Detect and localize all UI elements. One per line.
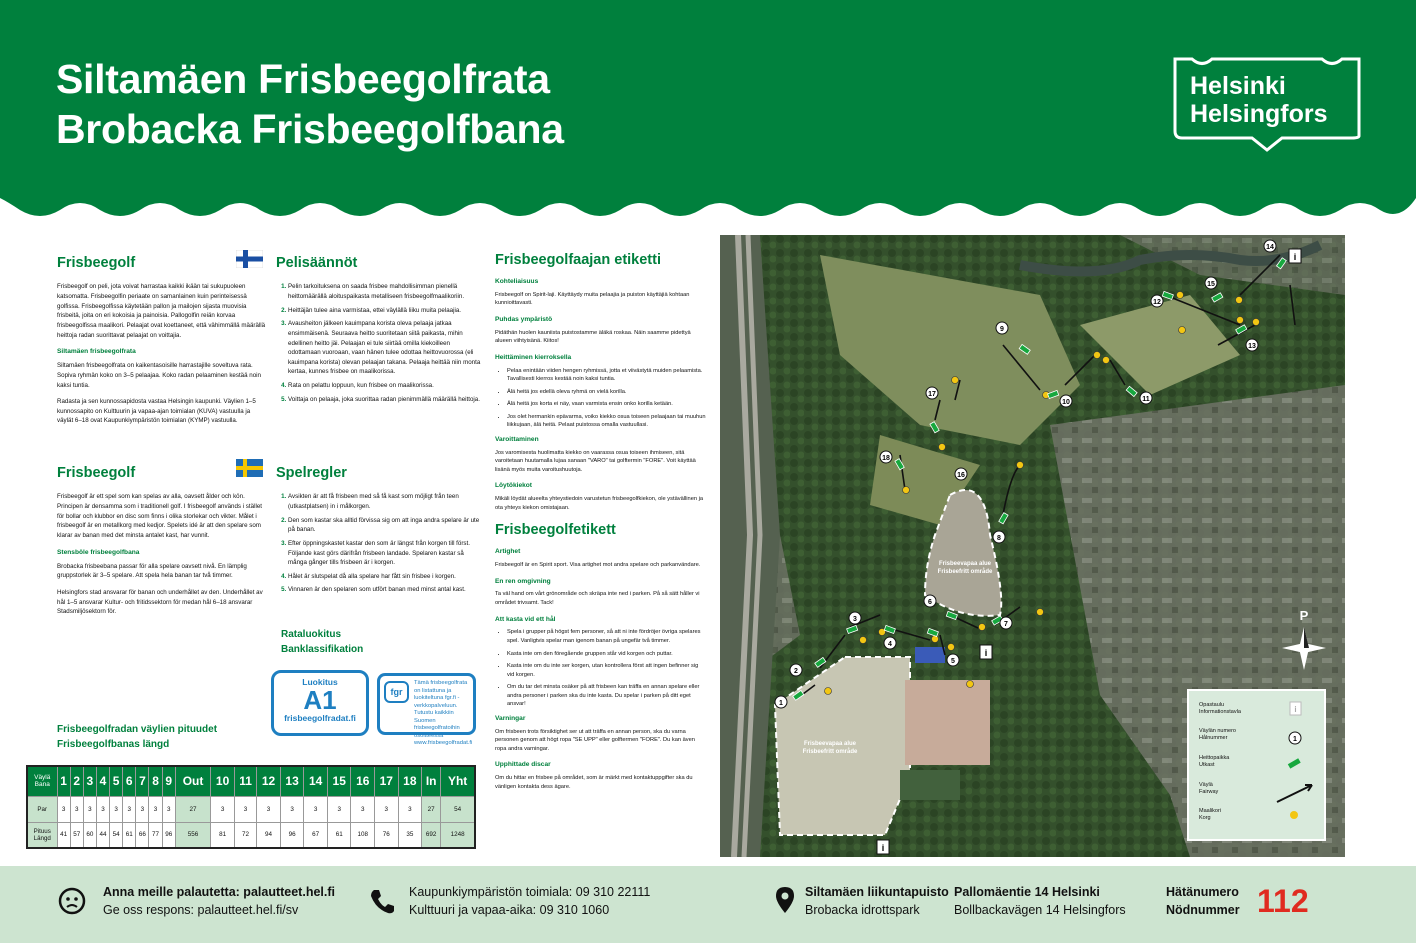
- scorecard-length-cell: 96: [280, 822, 304, 848]
- svg-text:16: 16: [957, 472, 965, 479]
- scorecard-length-cell: 1248: [441, 822, 475, 848]
- legend-number-fi: Väylän numero: [1199, 728, 1236, 734]
- map-legend: [1188, 690, 1325, 840]
- text-ren: Ta väl hand om vårt grönområde och skräpa inte ned i parken. På så sätt håller vi området trivsamt. Tack!: [495, 591, 700, 607]
- fgr-info-box: [377, 673, 476, 747]
- text-intro-fi: Frisbeegolf on peli, jota voivat harrastaa kaikki ikään tai sukupuoleen katsomatta. Frisbeegolfin periaate on samanlainen kuin perinteisessä golfissa. Frisbeegolfissa käytetään pallon ja mailojen sijasta muovisia frisbeitä, joita on eri kokoisia ja painoisia. Pallogolfin reiän korvaa frisbeegolfissa maalikori. Pelaajat ovat koettaneet, että vähimmällä määrällä heittoja radan suorittavat pelaajat on voittajia.: [57, 283, 266, 339]
- column-frisbeegolf-sv: [57, 462, 267, 624]
- svg-text:5: 5: [951, 658, 955, 665]
- sub-clean: Puhdas ympäristö: [495, 315, 553, 323]
- scorecard-length-cell: 94: [257, 822, 281, 848]
- scorecard-par-cell: 3: [375, 796, 399, 822]
- badge-grade: A1: [303, 685, 337, 715]
- scorecard-length-cell: 556: [175, 822, 211, 848]
- scorecard-hole-header: 2: [70, 766, 83, 796]
- scorecard-par-cell: 3: [123, 796, 136, 822]
- course-length-title: [57, 723, 267, 752]
- svg-text:4: 4: [888, 641, 892, 648]
- scorecard-hole-header: 17: [375, 766, 399, 796]
- rules-list-fi: [276, 282, 481, 404]
- column-rules: [276, 252, 481, 408]
- sub-throwing: Heittäminen kierroksella: [495, 353, 572, 361]
- scorecard-par-row: [27, 796, 475, 822]
- subheading-course-sv: Stensböle frisbeegolfbana: [57, 548, 140, 556]
- svg-text:8: 8: [997, 535, 1001, 542]
- text-varningar: Om frisbeen trots försiktighet ser ut att träffa en annan person, ska du varna personen genom att högt ropa "SE UPP" eller golftermen "FORE". Du kan även ropa andra varningar.: [495, 728, 695, 752]
- rule-item: 1. Avsikten är att få frisbeen med så få kast som möjligt från teen (utkastplatsen) in i målkorgen.: [288, 492, 481, 511]
- column-etiquette: [495, 250, 707, 798]
- sub-kasta: Att kasta vid ett hål: [495, 615, 556, 623]
- rule-item: 3. Efter öppningskastet kastar den som är längst från korgen till först. Följande kast görs därifrån frisbeen landade. Spelaren kastar så många gånger tills frisbeen är i korgen.: [288, 539, 481, 568]
- scorecard-par-cell: 3: [57, 796, 70, 822]
- svg-text:6: 6: [928, 599, 932, 606]
- scorecard-par-cell: 3: [280, 796, 304, 822]
- scorecard-length-cell: 66: [136, 822, 149, 848]
- scorecard-hole-header: 16: [351, 766, 375, 796]
- scorecard-hole-header: 18: [398, 766, 422, 796]
- throwing-list-sv: [495, 628, 707, 708]
- scorecard-length-cell: 108: [351, 822, 375, 848]
- svg-text:17: 17: [928, 391, 936, 398]
- logo-helsingfors: Helsingfors: [1190, 100, 1328, 128]
- sub-warning: Varoittaminen: [495, 435, 539, 443]
- title-finnish: Siltamäen Frisbeegolfrata: [56, 56, 550, 102]
- svg-text:18: 18: [882, 455, 890, 462]
- scorecard-par-cell: 27: [422, 796, 441, 822]
- scorecard-table: [26, 765, 476, 849]
- address-sv: Bollbackavägen 14 Helsingfors: [954, 903, 1126, 917]
- rating-badge-a1: [271, 670, 369, 736]
- heading-rules-sv: Spelregler: [276, 465, 347, 481]
- scorecard-par-label: Par: [27, 796, 57, 822]
- place-sv: Brobacka idrottspark: [805, 903, 920, 917]
- text-maintenance-fi: Radasta ja sen kunnossapidosta vastaa Helsingin kaupunki. Väylien 1–5 kunnossapito on Kulttuurin ja vapaa-ajan toimialan (KUVA) vastuulla ja väylät 6–18 ovat Kaupunkiympäristön toimialan (KYMP) vastuulla.: [57, 398, 256, 425]
- fgr-text: Tämä frisbeegolfrata on listattuna ja luokiteltuna fgr.fi -verkkopalveluun. Tutustu kaikkiin Suomen frisbeegolfratoihin osoitteessa www.frisbeegolfradat.fi: [414, 680, 473, 747]
- scorecard-length-label: Pituus Längd: [27, 822, 57, 848]
- scorecard-par-cell: 27: [175, 796, 211, 822]
- legend-fairway-sv: Fairway: [1199, 789, 1219, 795]
- rating-title-sv: Banklassifikation: [281, 643, 364, 655]
- scorecard-length-cell: 76: [375, 822, 399, 848]
- svg-text:7: 7: [1004, 621, 1008, 628]
- svg-text:12: 12: [1153, 299, 1161, 306]
- throwing-list-fi: [495, 367, 707, 430]
- legend-fairway-fi: Väylä: [1199, 782, 1213, 788]
- scorecard-hole-header: 4: [96, 766, 109, 796]
- rule-item: 2. Den som kastar ska alltid förvissa sig om att inga andra spelare är ute på banan.: [288, 516, 481, 535]
- scorecard-header-row: [27, 766, 475, 796]
- legend-number-sv: Hålnummer: [1199, 735, 1228, 741]
- rules-list-sv: [276, 492, 481, 594]
- scorecard-corner: Väylä Bana: [27, 766, 57, 796]
- svg-text:15: 15: [1207, 281, 1215, 288]
- scorecard-par-cell: 3: [110, 796, 123, 822]
- title-swedish: Brobacka Frisbeegolfbana: [56, 106, 564, 152]
- sub-found-discs: Löytökiekot: [495, 482, 533, 490]
- text-intro-sv: Frisbeegolf är ett spel som kan spelas av alla, oavsett ålder och kön. Principen är densamma som i traditionell golf. I frisbeegolf används i stället för bollar och klubbor en disc som finns i olika storlekar och vikter. Målet i frisbeegolf är en metallkorg med kedjor. Spelets idé är att den spelare som klarar av banan med det minsta antalet kast, har vunnit.: [57, 493, 262, 539]
- svg-text:2: 2: [794, 668, 798, 675]
- feedback-fi: Anna meille palautetta: palautteet.hel.fi: [103, 885, 335, 899]
- scorecard-par-cell: 3: [96, 796, 109, 822]
- rating-title-fi: Rataluokitus: [281, 629, 342, 640]
- place-fi: Siltamäen liikuntapuisto: [805, 885, 949, 899]
- zone-label-2b: Frisbeefritt område: [802, 749, 858, 755]
- scorecard-hole-header: 14: [304, 766, 328, 796]
- text-maintenance-sv: Helsingfors stad ansvarar för banan och underhållet av den. Underhållet av hål 1–5 ansvarar Kultur- och fritidssektorn för medan hål 6–18 ansvarar Stadsmiljösektorn för.: [57, 588, 263, 616]
- scorecard-par-cell: 3: [304, 796, 328, 822]
- scorecard-length-cell: 72: [234, 822, 256, 848]
- legend-info-fi: Opastaulu: [1199, 702, 1225, 708]
- svg-text:10: 10: [1062, 399, 1070, 406]
- list-item: • Spela i grupper på högst fem personer, så att ni inte fördröjer övriga spelares spel. Vanligtvis spelar man igenom banan på ungefär två timmer.: [507, 628, 707, 645]
- scorecard-hole-header: 11: [234, 766, 256, 796]
- list-item: • Pelaa enintään viiden hengen ryhmissä, jotta et viivästytä muiden pelaamista. Tavallisesti kierros kestää noin kaksi tuntia.: [507, 367, 707, 384]
- text-course-fi: Siltamäen frisbeegolfrata on kaikentasoisille harrastajille soveltuva rata. Sopiva ryhmän koko on 3–5 pelaajaa. Koko radan pelaaminen kestää noin kaksi tuntia.: [57, 362, 261, 389]
- rule-item: 2. Heittäjän tulee aina varmistaa, ettei väylällä liiku muita pelaajia.: [288, 306, 481, 316]
- swedish-flag-icon: [236, 459, 263, 477]
- scorecard-hole-header: 7: [136, 766, 149, 796]
- zone-label-2: Frisbeevapaa alue: [803, 741, 857, 747]
- text-clean: Pidäthän huolen kauniista puistostamme äläkä roskaa. Näin saamme pidettyä alueen viihtyisänä. Kiitos!: [495, 329, 691, 345]
- scorecard-par-cell: 3: [136, 796, 149, 822]
- scorecard-par-cell: 3: [211, 796, 235, 822]
- heading-etiquette-sv: Frisbeegolfetikett: [495, 522, 616, 539]
- scorecard-par-cell: 3: [327, 796, 351, 822]
- scorecard-length-cell: 54: [110, 822, 123, 848]
- heading-frisbeegolf-sv: Frisbeegolf: [57, 465, 136, 481]
- list-item: • Kasta inte om den föregående gruppen står vid korgen och puttar.: [507, 650, 707, 659]
- rule-item: 1. Pelin tarkoituksena on saada frisbee mahdollisimman pienellä heittomäärällä aloituspaikasta metalliseen frisbeegolfmaalikoriin.: [288, 282, 481, 301]
- list-item: • Älä heitä jos korta ei näy, vaan varmista ensin onko korilla ketään.: [507, 400, 707, 409]
- sub-discar: Upphittade discar: [495, 761, 551, 769]
- rule-item: 5. Voittaja on pelaaja, joka suorittaa radan pienimmällä määrällä heittoja.: [288, 395, 481, 405]
- length-title-fi: Frisbeegolfradan väylien pituudet: [57, 724, 218, 735]
- list-item: • Kasta inte om du inte ser korgen, utan kontrollera först att ingen befinner sig vid korgen.: [507, 662, 707, 679]
- scorecard-hole-header: 8: [149, 766, 162, 796]
- sub-politeness: Kohteliaisuus: [495, 277, 539, 285]
- svg-text:P: P: [1299, 608, 1309, 623]
- scorecard-length-cell: 35: [398, 822, 422, 848]
- heading-etiquette-fi: Frisbeegolfaajan etiketti: [495, 252, 661, 268]
- badge-label: Luokitus: [302, 677, 338, 687]
- scorecard-hole-header: Yht: [441, 766, 475, 796]
- legend-basket-sv: Korg: [1199, 815, 1211, 821]
- scorecard-length-cell: 61: [123, 822, 136, 848]
- course-map: [720, 235, 1345, 857]
- heading-frisbeegolf-fi: Frisbeegolf: [57, 255, 136, 271]
- column-frisbeegolf: [57, 252, 267, 433]
- sub-varningar: Varningar: [495, 714, 526, 722]
- scorecard-length-cell: 77: [149, 822, 162, 848]
- svg-text:9: 9: [1000, 326, 1004, 333]
- scorecard-length-row: [27, 822, 475, 848]
- scorecard-hole-header: 6: [123, 766, 136, 796]
- scorecard-length-cell: 81: [211, 822, 235, 848]
- scorecard-length-cell: 692: [422, 822, 441, 848]
- address-fi: Pallomäentie 14 Helsinki: [954, 885, 1100, 899]
- rule-item: 4. Rata on pelattu loppuun, kun frisbee on maalikorissa.: [288, 381, 481, 391]
- svg-text:i: i: [1294, 705, 1297, 714]
- svg-text:i: i: [1293, 252, 1297, 262]
- scorecard-par-cell: 3: [149, 796, 162, 822]
- sub-ren: En ren omgivning: [495, 577, 551, 585]
- svg-text:13: 13: [1248, 343, 1256, 350]
- svg-text:11: 11: [1142, 396, 1150, 403]
- heading-rules-fi: Pelisäännöt: [276, 255, 358, 271]
- scorecard-hole-header: 9: [162, 766, 175, 796]
- svg-text:i: i: [984, 648, 988, 658]
- scorecard-hole-header: 15: [327, 766, 351, 796]
- length-title-sv: Frisbeegolfbanas längd: [57, 738, 170, 750]
- header-wave: [0, 190, 1416, 230]
- scorecard-length-cell: 41: [57, 822, 70, 848]
- scorecard-hole-header: 1: [57, 766, 70, 796]
- scorecard-par-cell: 3: [70, 796, 83, 822]
- scorecard-hole-header: Out: [175, 766, 211, 796]
- legend-tee-fi: Heittopaikka: [1199, 755, 1230, 761]
- scorecard-par-cell: 3: [162, 796, 175, 822]
- fgr-logo: fgr: [384, 681, 409, 703]
- scorecard-hole-header: 3: [83, 766, 96, 796]
- scorecard-hole-header: In: [422, 766, 441, 796]
- scorecard-hole-header: 13: [280, 766, 304, 796]
- scorecard-length-cell: 67: [304, 822, 328, 848]
- svg-text:i: i: [881, 843, 885, 853]
- scorecard-length-cell: 61: [327, 822, 351, 848]
- text-artighet: Frisbeegolf är en Spirit sport. Visa artighet mot andra spelare och parkanvändare.: [495, 562, 701, 569]
- contact-kuva: Kulttuuri ja vapaa-aika: 09 310 1060: [409, 903, 610, 917]
- contact-kymp: Kaupunkiympäristön toimiala: 09 310 22111: [409, 885, 651, 899]
- aerial-map: [720, 235, 1345, 857]
- subheading-course-fi: Siltamäen frisbeegolfrata: [57, 348, 136, 356]
- text-discar: Om du hittar en frisbee på området, som är märkt med kontaktuppgifter ska du vänligen kontakta dess ägare.: [495, 775, 693, 790]
- svg-text:1: 1: [1293, 736, 1297, 743]
- emergency-number: 112: [1257, 883, 1309, 919]
- emergency-fi: Hätänumero: [1166, 885, 1239, 899]
- scorecard-length-cell: 57: [70, 822, 83, 848]
- feedback-sv: Ge oss respons: palautteet.hel.fi/sv: [103, 903, 299, 917]
- text-warning: Jos varomisesta huolimatta kiekko on vaarassa osua toiseen ihmiseen, sitä varoitetaan huutamalla lujaa sanaan "VARO" tai golftermin "FORE". Voit käyttää lisänä myös muita varoitushuutoja.: [495, 449, 696, 473]
- text-found-discs: Mikäli löydät alueelta yhteystiedoin varustetun frisbeegolfkiekon, ole ystävällinen ja ota yhteys kiekon omistajaan.: [495, 496, 704, 511]
- legend-tee-sv: Utkast: [1199, 762, 1215, 768]
- feedback-face-icon: [57, 885, 87, 915]
- scorecard-hole-header: 10: [211, 766, 235, 796]
- scorecard-length-cell: 96: [162, 822, 175, 848]
- rating-title: [281, 628, 431, 657]
- legend-basket-fi: Maalikori: [1199, 808, 1222, 814]
- text-politeness: Frisbeegolf on Spirit-laji. Käyttäydy muita pelaajia ja puiston käyttäjiä kohtaan kunnioittavasti.: [495, 291, 690, 307]
- scorecard-hole-header: 5: [110, 766, 123, 796]
- emergency-sv: Nödnummer: [1166, 903, 1240, 917]
- logo-helsinki: Helsinki: [1190, 72, 1286, 100]
- column-rules-sv: [276, 462, 481, 599]
- scorecard-length-cell: 44: [96, 822, 109, 848]
- scorecard-par-cell: 3: [351, 796, 375, 822]
- scorecard-par-cell: 3: [234, 796, 256, 822]
- scorecard-par-cell: 54: [441, 796, 475, 822]
- rule-item: 4. Hålet är slutspelat då alla spelare har fått sin frisbee i korgen.: [288, 572, 481, 582]
- list-item: • Älä heitä jos edellä oleva ryhmä on vielä korilla.: [507, 388, 707, 397]
- list-item: • Om du tar det minsta osäker på att frisbeen kan träffa en annan spelare eller andra personer i parken ska du inte kasta. Du spelar i parken på ditt eget ansvar!: [507, 683, 707, 709]
- scorecard-par-cell: 3: [398, 796, 422, 822]
- phone-icon: [368, 887, 396, 915]
- location-pin-icon: [775, 886, 795, 914]
- scorecard-par-cell: 3: [257, 796, 281, 822]
- svg-text:3: 3: [853, 616, 857, 623]
- rule-item: 3. Avausheiton jälkeen kauimpana korista oleva pelaaja jatkaa ensimmäisenä. Seuraava heitto suoritetaan siitä paikasta, mihin edellinen heitto jäi. Pelaajan ei tule siirtää omilla kiekoilleen odottamaan vuoroaan, vaan hänen tulee odottaa heittovuorossa (eli kauimpana korista) olevan pelaajan takana. Pelaaja heittää niin monta kertaa, kunnes frisbee on maalikorissa.: [288, 319, 481, 377]
- badge-url: frisbeegolfradat.fi: [284, 713, 356, 723]
- finnish-flag-icon: [236, 250, 263, 268]
- scorecard-par-cell: 3: [83, 796, 96, 822]
- text-course-sv: Brobacka frisbeebana passar för alla spelare oavsett nivå. En lämplig gruppstorlek är 3–5 spelare. Att spela hela banan tar två timmer.: [57, 562, 247, 580]
- zone-label-1b: Frisbeefritt område: [937, 569, 993, 575]
- zone-label-1: Frisbeevapaa alue: [938, 561, 992, 567]
- svg-text:1: 1: [779, 700, 783, 707]
- scorecard-length-cell: 60: [83, 822, 96, 848]
- svg-text:14: 14: [1266, 244, 1274, 251]
- rule-item: 5. Vinnaren är den spelaren som utfört banan med minst antal kast.: [288, 585, 481, 595]
- sub-artighet: Artighet: [495, 548, 521, 556]
- scorecard-hole-header: 12: [257, 766, 281, 796]
- legend-info-sv: Informationstavla: [1199, 709, 1241, 715]
- list-item: • Jos olet hermankin epävarma, voiko kiekko osua toiseen pelaajaan tai muuhun liikkujaan, älä heitä. Pelaat puistossa omalla vastuullasi.: [507, 413, 707, 430]
